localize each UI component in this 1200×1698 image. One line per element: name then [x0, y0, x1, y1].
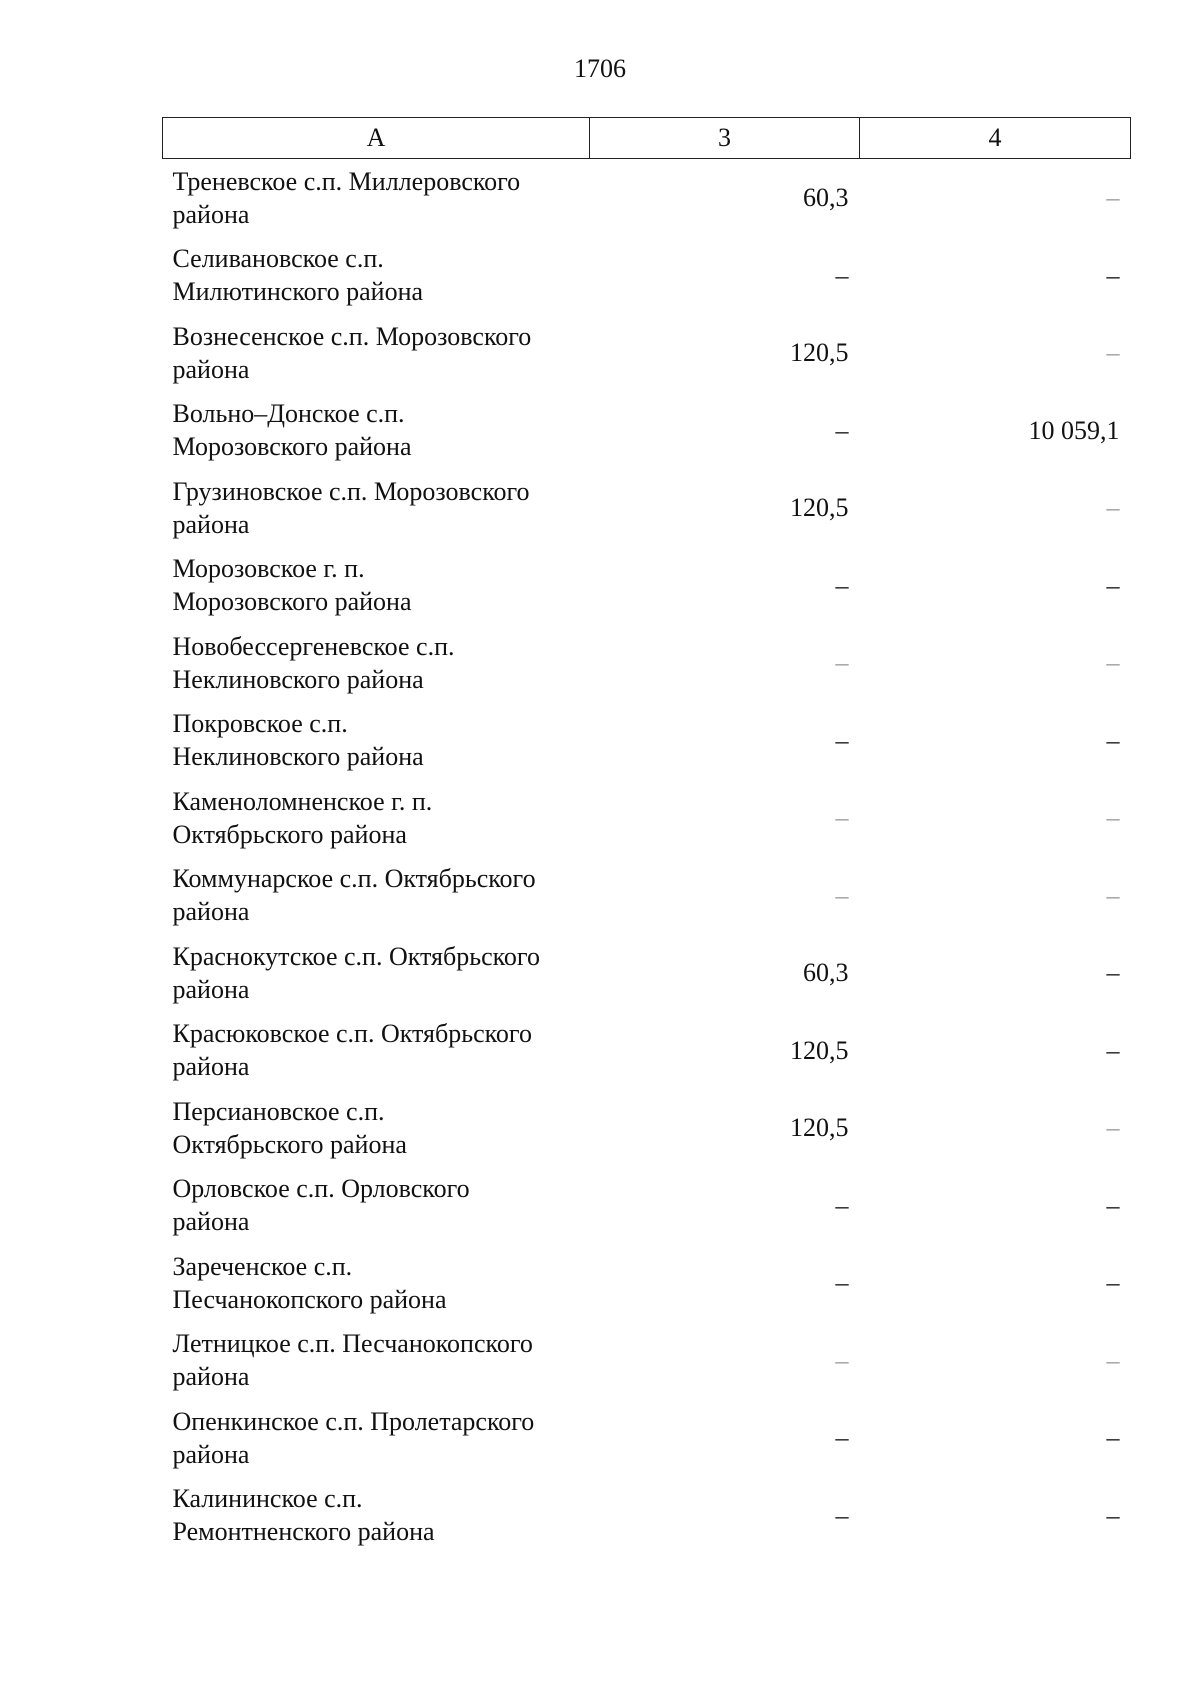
row-value-col3: 120,5	[790, 338, 849, 368]
row-value-col4: –	[1106, 1113, 1120, 1143]
table-body	[163, 159, 1131, 1555]
row-value-col4: –	[1106, 1035, 1120, 1065]
row-name: Вознесенское с.п. Морозовского района	[172, 321, 532, 384]
table-row	[163, 1089, 1131, 1167]
row-name: Коммунарское с.п. Октябрьского района	[172, 864, 536, 927]
table-row	[163, 702, 1131, 780]
row-value-col4: –	[1106, 338, 1120, 368]
row-name: Летницкое с.п. Песчанокопского района	[172, 1329, 533, 1392]
row-value-col3: 60,3	[803, 183, 849, 213]
table-row	[163, 469, 1131, 547]
row-name: Зареченское с.п. Песчанокопского района	[172, 1251, 447, 1314]
table-row	[163, 1012, 1131, 1090]
row-value-col3: 120,5	[790, 493, 849, 523]
page-number: 1706	[574, 54, 626, 83]
header-cell-4: 4	[860, 118, 1131, 159]
row-value-col4: –	[1106, 1345, 1120, 1375]
row-name: Грузиновское с.п. Морозовского района	[172, 476, 530, 539]
row-value-col4: –	[1106, 493, 1120, 523]
row-value-col4: –	[1106, 1268, 1120, 1298]
row-value-col3: –	[835, 260, 849, 290]
row-name: Персиановское с.п. Октябрьского района	[172, 1096, 407, 1159]
row-value-col3: –	[835, 1423, 849, 1453]
row-value-col3: –	[835, 803, 849, 833]
row-name: Калининское с.п. Ремонтненского района	[172, 1484, 435, 1547]
table-row	[163, 1244, 1131, 1322]
row-name: Новобессергеневское с.п. Неклиновского района	[172, 631, 455, 694]
header-cell-a: А	[163, 118, 590, 159]
table-row	[163, 314, 1131, 392]
row-name: Опенкинское с.п. Пролетарского района	[172, 1406, 535, 1469]
data-table	[162, 117, 1131, 1554]
table-row	[163, 624, 1131, 702]
row-name: Вольно–Донское с.п. Морозовского района	[172, 399, 412, 462]
table-row	[163, 1167, 1131, 1245]
table-row	[163, 1322, 1131, 1400]
row-value-col3: –	[835, 1190, 849, 1220]
row-value-col3: 60,3	[803, 958, 849, 988]
row-value-col4: 10 059,1	[1028, 415, 1120, 445]
table-row	[163, 392, 1131, 470]
row-value-col4: –	[1106, 648, 1120, 678]
row-name: Морозовское г. п. Морозовского района	[172, 554, 412, 617]
table-row	[163, 237, 1131, 315]
row-value-col4: –	[1106, 260, 1120, 290]
row-name: Красюковское с.п. Октябрьского района	[172, 1019, 532, 1082]
row-value-col3: –	[835, 1268, 849, 1298]
row-name: Каменоломненское г. п. Октябрьского района	[172, 786, 433, 849]
row-value-col3: 120,5	[790, 1035, 849, 1065]
row-value-col3: –	[835, 880, 849, 910]
table-row	[163, 159, 1131, 237]
row-name: Треневское с.п. Миллеровского района	[172, 166, 521, 229]
row-value-col3: –	[835, 570, 849, 600]
row-value-col4: –	[1106, 880, 1120, 910]
row-value-col4: –	[1106, 958, 1120, 988]
row-value-col3: –	[835, 1345, 849, 1375]
table-row	[163, 779, 1131, 857]
row-value-col3: –	[835, 1500, 849, 1530]
row-value-col4: –	[1106, 183, 1120, 213]
row-value-col4: –	[1106, 725, 1120, 755]
row-value-col3: –	[835, 725, 849, 755]
row-name: Покровское с.п. Неклиновского района	[172, 709, 424, 772]
row-value-col4: –	[1106, 1190, 1120, 1220]
table-row	[163, 1399, 1131, 1477]
row-value-col3: –	[835, 648, 849, 678]
row-value-col4: –	[1106, 803, 1120, 833]
row-name: Краснокутское с.п. Октябрьского района	[172, 941, 540, 1004]
row-value-col3: 120,5	[790, 1113, 849, 1143]
header-row	[163, 118, 1131, 159]
table-row	[163, 934, 1131, 1012]
header-cell-3: 3	[590, 118, 860, 159]
row-value-col3: –	[835, 415, 849, 445]
row-value-col4: –	[1106, 1423, 1120, 1453]
table-header	[163, 118, 1131, 159]
table-row	[163, 547, 1131, 625]
table-row	[163, 1477, 1131, 1555]
table-row	[163, 857, 1131, 935]
row-name: Селивановское с.п. Милютинского района	[172, 244, 424, 307]
row-value-col4: –	[1106, 570, 1120, 600]
row-value-col4: –	[1106, 1500, 1120, 1530]
row-name: Орловское с.п. Орловского района	[172, 1174, 470, 1237]
